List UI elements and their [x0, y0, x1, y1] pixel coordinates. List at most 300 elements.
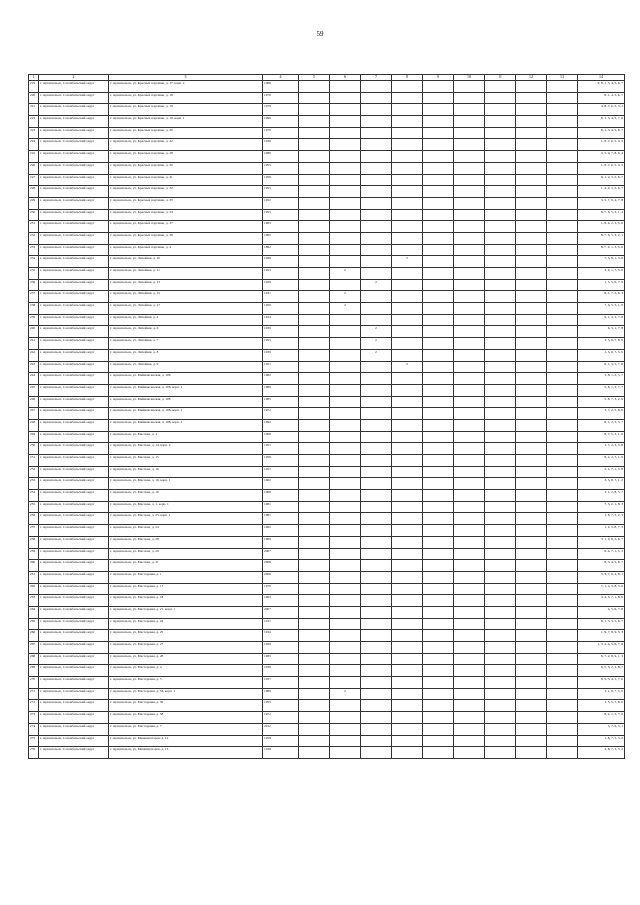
empty-cell [454, 583, 485, 595]
mark-cell [392, 501, 423, 513]
table-row [29, 186, 625, 198]
address-cell: г. Архангельск, ул. Красных партизан, д. 34 [109, 209, 263, 221]
row-number-cell: 262 [29, 583, 39, 595]
empty-cell [454, 232, 485, 244]
district-cell: г. Архангельск, Соломбальский округ [39, 723, 109, 735]
empty-cell [454, 186, 485, 198]
mark-cell [330, 455, 361, 467]
address-cell: г. Архангельск, ул. Красных партизан, д. 4 [109, 244, 263, 256]
code-cell: 3, 1, 2, 8, 5, 6, 7 [578, 536, 625, 548]
address-cell: г. Архангельск, ул. Мастеровая, д. 22 [109, 618, 263, 630]
empty-cell [485, 501, 516, 513]
empty-cell [423, 501, 454, 513]
district-cell: г. Архангельск, Соломбальский округ [39, 326, 109, 338]
empty-cell [516, 326, 547, 338]
empty-cell [423, 396, 454, 408]
empty-cell [299, 244, 330, 256]
empty-cell [423, 419, 454, 431]
district-cell: г. Архангельск, Соломбальский округ [39, 384, 109, 396]
row-number-cell: 234 [29, 256, 39, 268]
empty-cell [516, 618, 547, 630]
mark-cell [392, 571, 423, 583]
mark-cell [392, 151, 423, 163]
row-number-cell: 244 [29, 373, 39, 385]
empty-cell [454, 116, 485, 128]
empty-cell [485, 408, 516, 420]
year-cell: 1981 [263, 501, 299, 513]
empty-cell [423, 606, 454, 618]
table-row [29, 688, 625, 700]
empty-cell [299, 455, 330, 467]
code-cell: 5, 8, 1, 2, 7, 7 [578, 384, 625, 396]
year-cell: 1934 [263, 314, 299, 326]
district-cell: г. Архангельск, Соломбальский округ [39, 560, 109, 572]
mark-cell [330, 116, 361, 128]
row-number-cell: 266 [29, 630, 39, 642]
district-cell: г. Архангельск, Соломбальский округ [39, 466, 109, 478]
mark-cell [361, 127, 392, 139]
empty-cell [516, 396, 547, 408]
code-cell: 3, 1, 2, 8, 5, 7 [578, 490, 625, 502]
address-cell: г. Архангельск, ул. Красных партизан, д. 18 [109, 92, 263, 104]
empty-cell [423, 618, 454, 630]
code-cell: 2, 1, 7, 1, 5, 8 [578, 466, 625, 478]
empty-cell [423, 548, 454, 560]
address-cell: г. Архангельск, ул. Маймаксанская, д. 106, корп. 1 [109, 384, 263, 396]
district-cell: г. Архангельск, Соломбальский округ [39, 455, 109, 467]
row-number-cell: 224 [29, 139, 39, 151]
mark-cell [392, 513, 423, 525]
year-cell: 1936 [263, 665, 299, 677]
mark-cell: 2 [361, 279, 392, 291]
empty-cell [516, 501, 547, 513]
empty-cell [485, 268, 516, 280]
year-cell: 2006 [263, 571, 299, 583]
mark-cell: 2 [330, 688, 361, 700]
year-cell: 1951 [263, 443, 299, 455]
mark-cell [361, 466, 392, 478]
district-cell: г. Архангельск, Соломбальский округ [39, 630, 109, 642]
empty-cell [423, 747, 454, 759]
empty-cell [485, 373, 516, 385]
empty-cell [516, 688, 547, 700]
mark-cell [392, 747, 423, 759]
empty-cell [423, 560, 454, 572]
empty-cell [485, 618, 516, 630]
year-cell: 1955 [263, 162, 299, 174]
empty-cell [516, 361, 547, 373]
empty-cell [454, 606, 485, 618]
table-row [29, 116, 625, 128]
empty-cell [485, 466, 516, 478]
mark-cell [392, 303, 423, 315]
empty-cell [299, 139, 330, 151]
district-cell: г. Архангельск, Соломбальский округ [39, 338, 109, 350]
district-cell: г. Архангельск, Соломбальский округ [39, 396, 109, 408]
empty-cell [547, 618, 578, 630]
empty-cell [516, 244, 547, 256]
code-cell: 3, 8, 1, 2, 5, 7 [578, 373, 625, 385]
mark-cell: 2 [361, 326, 392, 338]
table-row [29, 735, 625, 747]
year-cell: 1908 [263, 431, 299, 443]
address-cell: г. Архангельск, ул. Механизаторов, д. 13 [109, 747, 263, 759]
empty-cell [299, 384, 330, 396]
code-cell: 8, 2, 1, 5, 7, 6 [578, 712, 625, 724]
year-cell: 1983 [263, 653, 299, 665]
empty-cell [423, 104, 454, 116]
empty-cell [423, 478, 454, 490]
mark-cell [361, 606, 392, 618]
empty-cell [516, 303, 547, 315]
table-row [29, 349, 625, 361]
mark-cell [392, 291, 423, 303]
empty-cell [547, 174, 578, 186]
district-cell: г. Архангельск, Соломбальский округ [39, 256, 109, 268]
empty-cell [423, 174, 454, 186]
empty-cell [423, 116, 454, 128]
year-cell: 1970 [263, 92, 299, 104]
table-row [29, 361, 625, 373]
mark-cell [330, 747, 361, 759]
mark-cell [361, 618, 392, 630]
district-cell: г. Архангельск, Соломбальский округ [39, 712, 109, 724]
empty-cell [485, 256, 516, 268]
year-cell: 1951 [263, 361, 299, 373]
empty-cell [547, 536, 578, 548]
empty-cell [485, 525, 516, 537]
empty-cell [423, 653, 454, 665]
mark-cell [361, 104, 392, 116]
mark-cell [361, 700, 392, 712]
code-cell: 5, 3, 7, 6, 4, 8, 1 [578, 571, 625, 583]
empty-cell [299, 396, 330, 408]
column-header: 6 [330, 75, 361, 81]
empty-cell [485, 513, 516, 525]
table-row [29, 618, 625, 630]
table-row [29, 595, 625, 607]
empty-cell [423, 162, 454, 174]
code-cell: 1, 8, 7, 5, 2, 3 [578, 513, 625, 525]
year-cell: 1938 [263, 747, 299, 759]
code-cell: 8, 3, 4, 5, 6, 7 [578, 560, 625, 572]
year-cell: 1937 [263, 677, 299, 689]
mark-cell [392, 81, 423, 93]
empty-cell [299, 92, 330, 104]
table-row [29, 139, 625, 151]
district-cell: г. Архангельск, Соломбальский округ [39, 606, 109, 618]
empty-cell [454, 490, 485, 502]
empty-cell [547, 630, 578, 642]
table-row [29, 396, 625, 408]
table-row [29, 81, 625, 93]
empty-cell [423, 361, 454, 373]
empty-cell [516, 513, 547, 525]
empty-cell [516, 116, 547, 128]
empty-cell [423, 408, 454, 420]
district-cell: г. Архангельск, Соломбальский округ [39, 186, 109, 198]
row-number-cell: 236 [29, 279, 39, 291]
address-cell: г. Архангельск, ул. Красных партизан, д. 28 [109, 151, 263, 163]
empty-cell [423, 373, 454, 385]
empty-cell [454, 396, 485, 408]
empty-cell [454, 642, 485, 654]
empty-cell [299, 583, 330, 595]
code-cell: 8, 7, 5, 3, 1, 6 [578, 431, 625, 443]
mark-cell: 2 [330, 291, 361, 303]
empty-cell [454, 419, 485, 431]
row-number-cell: 269 [29, 665, 39, 677]
empty-cell [454, 466, 485, 478]
mark-cell [392, 244, 423, 256]
empty-cell [485, 338, 516, 350]
empty-cell [454, 139, 485, 151]
year-cell: 1985 [263, 396, 299, 408]
address-cell: г. Архангельск, ул. Маслова, д. 1 [109, 431, 263, 443]
address-cell: г. Архангельск, ул. Маслова, д. 1, корп. 1 [109, 501, 263, 513]
mark-cell [330, 174, 361, 186]
mark-cell [330, 513, 361, 525]
empty-cell [299, 256, 330, 268]
empty-cell [485, 653, 516, 665]
empty-cell [454, 443, 485, 455]
address-cell: г. Архангельск, ул. Маслова, д. 25, корп. 1 [109, 513, 263, 525]
district-cell: г. Архангельск, Соломбальский округ [39, 583, 109, 595]
empty-cell [516, 431, 547, 443]
address-cell: г. Архангельск, ул. Маслова, д. 16, корп. 1 [109, 478, 263, 490]
empty-cell [299, 560, 330, 572]
empty-cell [547, 197, 578, 209]
empty-cell [454, 560, 485, 572]
mark-cell [330, 618, 361, 630]
empty-cell [547, 384, 578, 396]
empty-cell [485, 232, 516, 244]
row-number-cell: 247 [29, 408, 39, 420]
empty-cell [299, 162, 330, 174]
table-row [29, 419, 625, 431]
row-number-cell: 258 [29, 536, 39, 548]
code-cell: 3, 5, 7, 9, 4, 7, 8 [578, 197, 625, 209]
year-cell: 1917 [263, 618, 299, 630]
empty-cell [454, 92, 485, 104]
empty-cell [516, 443, 547, 455]
code-cell: 7, 1, 4, 3, 8, 5, 6 [578, 583, 625, 595]
mark-cell [330, 151, 361, 163]
row-number-cell: 229 [29, 197, 39, 209]
empty-cell [516, 291, 547, 303]
empty-cell [516, 606, 547, 618]
empty-cell [516, 642, 547, 654]
year-cell: 1939 [263, 349, 299, 361]
mark-cell [361, 232, 392, 244]
code-cell: 4, 5, 6, 7, 8 [578, 606, 625, 618]
code-cell: 8, 1, 2, 3, 5, 6, 7 [578, 174, 625, 186]
empty-cell [516, 583, 547, 595]
mark-cell [392, 221, 423, 233]
empty-cell [423, 92, 454, 104]
year-cell: 1931 [263, 291, 299, 303]
row-number-cell: 233 [29, 244, 39, 256]
code-cell: 3, 5, 6, 7, 8, 9 [578, 338, 625, 350]
empty-cell [454, 478, 485, 490]
empty-cell [454, 104, 485, 116]
table-row [29, 291, 625, 303]
mark-cell [361, 431, 392, 443]
empty-cell [485, 361, 516, 373]
empty-cell [454, 291, 485, 303]
mark-cell [392, 338, 423, 350]
empty-cell [423, 688, 454, 700]
mark-cell [361, 303, 392, 315]
address-cell: г. Архангельск, ул. Мастеровая, д. 7 [109, 723, 263, 735]
row-number-cell: 253 [29, 478, 39, 490]
code-cell: 4, 8, 7, 6, 5, 3, 1 [578, 104, 625, 116]
mark-cell [330, 221, 361, 233]
empty-cell [423, 244, 454, 256]
year-cell: 1962 [263, 478, 299, 490]
year-cell: 1989 [263, 688, 299, 700]
year-cell: 1939 [263, 279, 299, 291]
code-cell: 6, 4, 7, 1, 5, 3 [578, 548, 625, 560]
district-cell: г. Архангельск, Соломбальский округ [39, 139, 109, 151]
empty-cell [516, 221, 547, 233]
code-cell: 3, 5, 9, 7, 8, 6, 4 [578, 151, 625, 163]
mark-cell [392, 642, 423, 654]
row-number-cell: 231 [29, 221, 39, 233]
row-number-cell: 259 [29, 548, 39, 560]
mark-cell [330, 244, 361, 256]
row-number-cell: 273 [29, 712, 39, 724]
mark-cell [392, 116, 423, 128]
code-cell: 1, 3, 6, 7, 5, 9 [578, 349, 625, 361]
empty-cell [299, 525, 330, 537]
row-number-cell: 275 [29, 735, 39, 747]
mark-cell [330, 349, 361, 361]
empty-cell [485, 747, 516, 759]
empty-cell [299, 618, 330, 630]
empty-cell [516, 571, 547, 583]
row-number-cell: 248 [29, 419, 39, 431]
row-number-cell: 271 [29, 688, 39, 700]
empty-cell [547, 419, 578, 431]
mark-cell [330, 431, 361, 443]
mark-cell [361, 396, 392, 408]
empty-cell [299, 116, 330, 128]
address-cell: г. Архангельск, ул. Маслова, д. 15 [109, 455, 263, 467]
empty-cell [547, 232, 578, 244]
empty-cell [454, 268, 485, 280]
address-cell: г. Архангельск, ул. Маслова, д. 24 [109, 525, 263, 537]
district-cell: г. Архангельск, Соломбальский округ [39, 291, 109, 303]
year-cell: 1968 [263, 490, 299, 502]
table-row [29, 232, 625, 244]
empty-cell [547, 221, 578, 233]
empty-cell [454, 81, 485, 93]
row-number-cell: 226 [29, 162, 39, 174]
mark-cell [392, 560, 423, 572]
empty-cell [547, 209, 578, 221]
empty-cell [485, 478, 516, 490]
empty-cell [299, 665, 330, 677]
empty-cell [423, 256, 454, 268]
table-row [29, 583, 625, 595]
district-cell: г. Архангельск, Соломбальский округ [39, 349, 109, 361]
empty-cell [516, 723, 547, 735]
district-cell: г. Архангельск, Соломбальский округ [39, 548, 109, 560]
mark-cell [361, 384, 392, 396]
empty-cell [423, 642, 454, 654]
district-cell: г. Архангельск, Соломбальский округ [39, 151, 109, 163]
address-cell: г. Архангельск, ул. Литейная, д. 9 [109, 361, 263, 373]
empty-cell [516, 408, 547, 420]
empty-cell [423, 466, 454, 478]
mark-cell [330, 104, 361, 116]
empty-cell [485, 595, 516, 607]
empty-cell [299, 349, 330, 361]
mark-cell [330, 723, 361, 735]
empty-cell [423, 630, 454, 642]
row-number-cell: 243 [29, 361, 39, 373]
empty-cell [485, 279, 516, 291]
mark-cell [361, 162, 392, 174]
empty-cell [454, 197, 485, 209]
district-cell: г. Архангельск, Соломбальский округ [39, 688, 109, 700]
empty-cell [516, 466, 547, 478]
empty-cell [454, 618, 485, 630]
empty-cell [485, 571, 516, 583]
mark-cell [392, 279, 423, 291]
mark-cell [361, 571, 392, 583]
district-cell: г. Архангельск, Соломбальский округ [39, 92, 109, 104]
code-cell: 4, 8, 7, 5, 3, 2 [578, 747, 625, 759]
empty-cell [485, 197, 516, 209]
code-cell: 3, 1, 8, 7, 5, 6 [578, 688, 625, 700]
empty-cell [516, 81, 547, 93]
column-header: 1 [29, 75, 39, 81]
empty-cell [547, 443, 578, 455]
district-cell: г. Архангельск, Соломбальский округ [39, 642, 109, 654]
mark-cell [330, 677, 361, 689]
mark-cell [330, 361, 361, 373]
row-number-cell: 260 [29, 560, 39, 572]
empty-cell [299, 326, 330, 338]
empty-cell [547, 525, 578, 537]
code-cell: 5, 8, 7, 3, 2, 9 [578, 396, 625, 408]
year-cell: 1962 [263, 525, 299, 537]
empty-cell [299, 490, 330, 502]
address-cell: г. Архангельск, ул. Маслова, д. 29 [109, 548, 263, 560]
row-number-cell: 251 [29, 455, 39, 467]
code-cell: 3, 5, 8, 7, 1, 2 [578, 478, 625, 490]
mark-cell [330, 92, 361, 104]
empty-cell [547, 583, 578, 595]
empty-cell [299, 221, 330, 233]
empty-cell [547, 92, 578, 104]
empty-cell [516, 139, 547, 151]
row-number-cell: 267 [29, 642, 39, 654]
empty-cell [299, 642, 330, 654]
mark-cell: 2 [392, 361, 423, 373]
empty-cell [299, 338, 330, 350]
address-cell: г. Архангельск, ул. Красных партизан, д. 19 [109, 104, 263, 116]
empty-cell [423, 139, 454, 151]
row-number-cell: 242 [29, 349, 39, 361]
empty-cell [547, 186, 578, 198]
mark-cell [392, 606, 423, 618]
mark-cell [330, 197, 361, 209]
empty-cell [516, 653, 547, 665]
mark-cell [330, 408, 361, 420]
